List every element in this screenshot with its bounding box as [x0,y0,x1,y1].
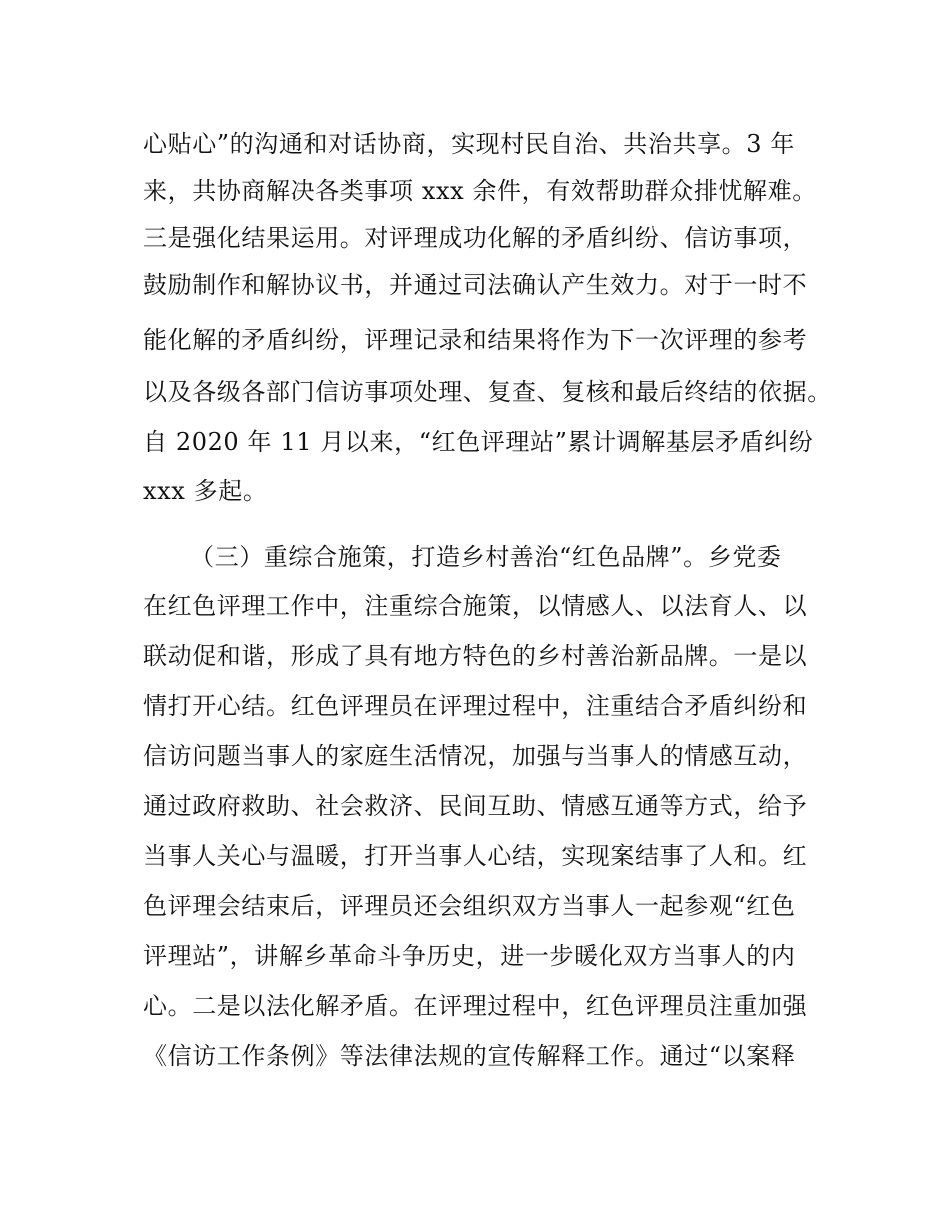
text-line: 来，共协商解决各类事项 xxx 余件，有效帮助群众排忧解难。 [143,177,817,205]
text-line: 联动促和谐，形成了具有地方特色的乡村善治新品牌。一是以 [143,642,808,670]
text-line: 信访问题当事人的家庭生活情况，加强与当事人的情感互动， [143,742,808,770]
text-line: 通过政府救助、社会救济、民间互助、情感互通等方式，给予 [143,792,808,820]
text-line: 能化解的矛盾纠纷，评理记录和结果将作为下一次评理的参考 [143,326,808,354]
text-line: 自 2020 年 11 月以来，“红色评理站”累计调解基层矛盾纠纷 [143,428,814,456]
text-line: 评理站”，讲解乡革命斗争历史，进一步暖化双方当事人的内 [143,942,796,970]
text-line: 以及各级各部门信访事项处理、复查、复核和最后终结的依据。 [143,378,832,406]
text-line: 情打开心结。红色评理员在评理过程中，注重结合矛盾纠纷和 [143,692,808,720]
text-line: 当事人关心与温暖，打开当事人心结，实现案结事了人和。红 [143,842,808,870]
text-line: xxx 多起。 [143,477,268,505]
text-line: 三是强化结果运用。对评理成功化解的矛盾纠纷、信访事项， [143,224,808,252]
text-line: 在红色评理工作中，注重综合施策，以情感人、以法育人、以 [143,592,808,620]
text-line: 色评理会结束后，评理员还会组织双方当事人一起参观“红色 [143,892,796,920]
section-heading-line: （三）重综合施策，打造乡村善治“红色品牌”。乡党委 [190,543,782,571]
text-line: 《信访工作条例》等法律法规的宣传解释工作。通过“以案释 [143,1042,796,1070]
text-line: 心贴心”的沟通和对话协商，实现村民自治、共治共享。3 年 [143,130,795,158]
text-line: 鼓励制作和解协议书，并通过司法确认产生效力。对于一时不 [143,271,808,299]
text-line: 心。二是以法化解矛盾。在评理过程中，红色评理员注重加强 [143,992,808,1020]
